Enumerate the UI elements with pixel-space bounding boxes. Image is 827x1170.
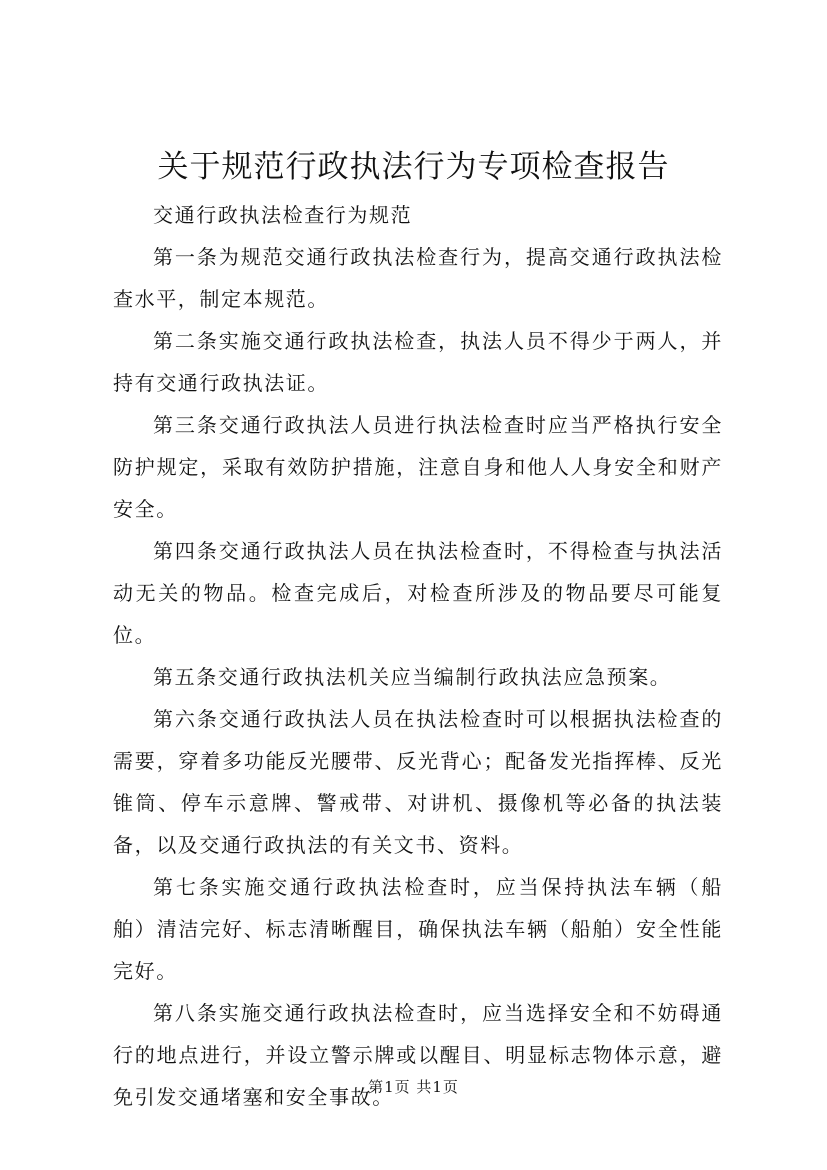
paragraph-article-5: 第五条交通行政执法机关应当编制行政执法应急预案。 [153,665,672,689]
paragraph-article-1: 第一条为规范交通行政执法检查行为，提高交通行政执法检查水平，制定本规范。 [113,245,723,311]
paragraph-article-3: 第三条交通行政执法人员进行执法检查时应当严格执行安全防护规定，采取有效防护措施，注意自身和他人人身安全和财产安全。 [113,413,723,521]
paragraph-article-7: 第七条实施交通行政执法检查时，应当保持执法车辆（船舶）清洁完好、标志清晰醒目，确保执法车辆（船舶）安全性能完好。 [113,875,723,983]
paragraph-article-8: 第八条实施交通行政执法检查时，应当选择安全和不妨碍通行的地点进行，并设立警示牌或以醒目、明显标志物体示意，避免引发交通堵塞和安全事故。 [113,1001,723,1109]
document-body [113,194,723,1118]
paragraph-heading: 交通行政执法检查行为规范 [153,203,413,227]
paragraph-article-6: 第六条交通行政执法人员在执法检查时可以根据执法检查的需要，穿着多功能反光腰带、反光背心；配备发光指挥棒、反光锥筒、停车示意牌、警戒带、对讲机、摄像机等必备的执法装备，以及交通行政执法的有关文书、资料。 [113,707,723,857]
paragraph-article-4: 第四条交通行政执法人员在执法检查时，不得检查与执法活动无关的物品。检查完成后，对检查所涉及的物品要尽可能复位。 [113,539,723,647]
document-title: 关于规范行政执法行为专项检查报告 [157,149,670,185]
page-footer: 第1页 共1页 [368,1078,459,1096]
paragraph-article-2: 第二条实施交通行政执法检查，执法人员不得少于两人，并持有交通行政执法证。 [113,329,723,395]
